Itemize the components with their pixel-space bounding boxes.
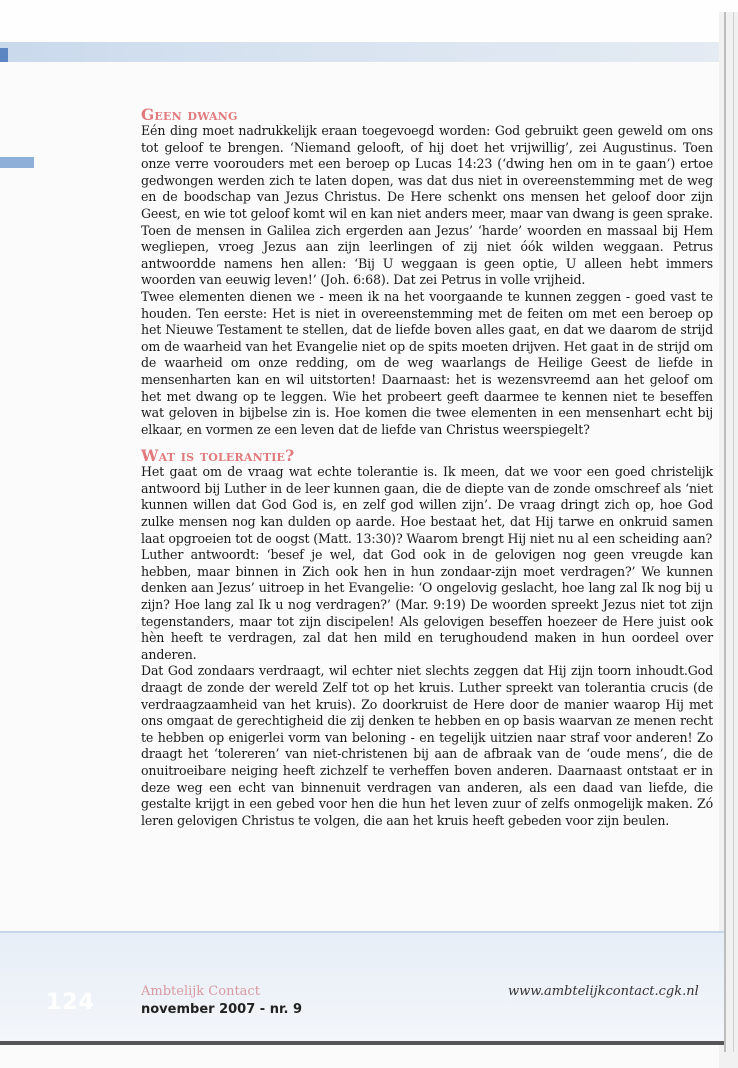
top-stripe-accent <box>0 48 8 62</box>
section-heading-wat-is-tolerantie: Wat is tolerantie? <box>141 446 295 466</box>
page-number: 124 <box>46 990 95 1015</box>
journal-name: Ambtelijk Contact <box>141 984 260 999</box>
binding-line-outer <box>733 12 734 1052</box>
binding-line <box>724 12 726 1052</box>
paragraph: Dat God zondaars verdraagt, wil echter niet slechts zeggen dat Hij zijn toorn inhoudt.God draagt de zonde der wereld Zelf tot op het kruis. Luther spreekt van tolerantia crucis (de verdraagzaamheid van het kruis). Zo doorkruist de Here door de manier waarop Hij met ons omgaat de gerechtigheid die zij denken te hebben en op basis waarvan ze menen recht te hebben op enigerlei vorm van beloning - en tegelijk uitzien naar straf voor anderen! Zo draagt het ‘tolereren’ van niet-christenen bij aan de afbraak van de ‘oude mens’, die de onuitroeibare neiging heeft zichzelf te verheffen boven anderen. Daarnaast ontstaat er in deze weg een echt van binnenuit verdragen van anderen, als een daad van liefde, die gestalte krijgt in een gebed voor hen die hun het leven zuur of zelfs onmogelijk maken. Zó leren gelovigen Christus te volgen, die aan het kruis heeft gebeden voor zijn beulen. <box>141 663 713 828</box>
footer-publication <box>141 983 302 1020</box>
section-heading-geen-dwang: Geen dwang <box>141 105 238 124</box>
page-binding-edge <box>719 12 738 1068</box>
paragraph: Twee elementen dienen we - meen ik na het voorgaande te kunnen zeggen - goed vast te houden. Ten eerste: Het is niet in overeenstemming met de feiten om met een beroep op het Nieuwe Testament te stellen, dat de liefde boven alles gaat, en dat we daarom de strijd om de waarheid van het Evangelie niet op de spits moeten drijven. Het gaat in de strijd om de waarheid om onze redding, om de weg waarlangs de Heilige Geest de liefde in mensenharten kan en wil uitstorten! Daarnaast: het is wezensvreemd aan het geloof om het met dwang op te leggen. Wie het probeert geeft daarmee te kennen niet te beseffen wat geloven in bijbelse zin is. Hoe komen die twee elementen in een mensenhart echt bij elkaar, en vormen ze een leven dat de liefde van Christus weerspiegelt? <box>141 288 713 437</box>
article-body <box>141 106 713 829</box>
paragraph: Luther antwoordt: ‘besef je wel, dat God ook in de gelovigen nog geen vreugde kan hebben, maar binnen in Zich ook hen in hun zondaar-zijn moet verdragen?’ We kunnen denken aan Jezus’ uitroep in het Evangelie: ‘O ongelovig geslacht, hoe lang zal Ik nog bij u zijn? Hoe lang zal Ik u nog verdragen?’ (Mar. 9:19) De woorden spreekt Jezus niet tot zijn tegenstanders, maar tot zijn discipelen! Als gelovigen beseffen hoezeer de Here juist ook hèn heeft te verdragen, zal dat hen mild en terughoudend maken in hun oordeel over anderen. <box>141 547 713 662</box>
top-margin <box>0 0 738 42</box>
side-tab-marker <box>0 157 34 168</box>
footer-bottom-rule <box>0 1041 724 1045</box>
top-color-stripe <box>0 42 724 62</box>
website-url: www.ambtelijkcontact.cgk.nl <box>508 984 699 999</box>
issue-info: november 2007 - nr. 9 <box>141 1002 303 1017</box>
paragraph: Eén ding moet nadrukkelijk eraan toegevoegd worden: God gebruikt geen geweld om ons tot geloof te brengen. ‘Niemand gelooft, of hij doet het vrijwillig’, zei Augustinus. Toen onze verre voorouders met een beroep op Lucas 14:23 (‘dwing hen om in te gaan’) ertoe gedwongen werden zich te laten dopen, was dat dus niet in overeenstemming met de weg en de boodschap van Jezus Christus. De Here schenkt ons mensen het geloof door zijn Geest, en wie tot geloof komt wil en kan niet anders meer, maar van dwang is geen sprake. Toen de mensen in Galilea zich ergerden aan Jezus’ ‘harde’ woorden en massaal bij Hem wegliepen, vroeg Jezus aan zijn leerlingen of zij niet óók wilden weggaan. Petrus antwoordde namens hen allen: ‘Bij U weggaan is geen optie, U alleen hebt immers woorden van eeuwig leven!’ (Joh. 6:68). Dat zei Petrus in volle vrijheid. <box>141 123 713 288</box>
paragraph: Het gaat om de vraag wat echte tolerantie is. Ik meen, dat we voor een goed christelijk antwoord bij Luther in de leer kunnen gaan, die de diepte van de zonde omschreef als ‘niet kunnen willen dat God God is, en zelf god willen zijn’. De vraag dringt zich op, hoe God zulke mensen nog kan dulden op aarde. Hoe bestaat het, dat Hij tarwe en onkruid samen laat opgroeien tot de oogst (Matt. 13:30)? Waarom brengt Hij niet nu al een scheiding aan? <box>141 464 713 546</box>
